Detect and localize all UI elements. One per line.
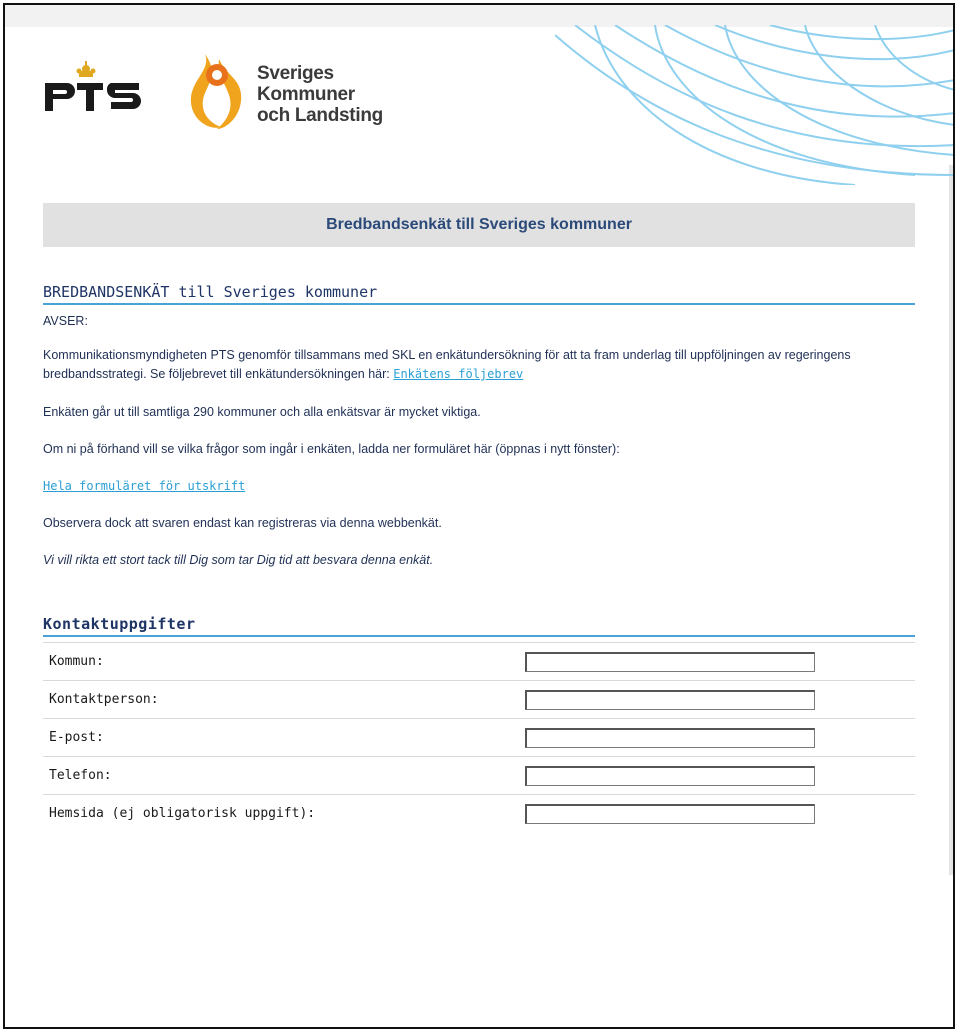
skl-line-3: och Landsting (257, 105, 383, 126)
form-row-contact-person (43, 680, 915, 718)
contact-person-input[interactable] (525, 690, 815, 710)
phone-input[interactable] (525, 766, 815, 786)
kommun-label: Kommun: (49, 654, 104, 669)
email-label: E-post: (49, 730, 104, 745)
phone-label: Telefon: (49, 768, 112, 783)
kommun-input[interactable] (525, 652, 815, 672)
pts-logo (43, 61, 143, 116)
contact-form (43, 642, 915, 832)
intro-section-title: BREDBANDSENKÄT till Sveriges kommuner (43, 283, 915, 305)
intro-paragraph-2: Enkäten går ut till samtliga 290 kommuner och alla enkätsvar är mycket viktiga. (43, 405, 481, 419)
page-title: Bredbandsenkät till Sveriges kommuner (43, 203, 915, 247)
skl-logo (183, 49, 253, 134)
form-row-phone (43, 756, 915, 794)
thanks-text: Vi vill rikta ett stort tack till Dig som tar Dig tid att besvara denna enkät. (43, 553, 434, 567)
skl-wordmark (257, 63, 383, 126)
form-row-website (43, 794, 915, 832)
cover-letter-link[interactable]: Enkätens följebrev (393, 367, 524, 381)
contact-person-label: Kontaktperson: (49, 692, 159, 707)
intro-paragraph-1-text: Kommunikationsmyndigheten PTS genomför tillsammans med SKL en enkätundersökning för att ta fram underlag till uppföljningen av regeringens bredbandsstrategi. Se följebrevet till enkätundersökningen här: (43, 348, 851, 381)
intro-paragraph-3: Om ni på förhand vill se vilka frågor som ingår i enkäten, ladda ner formuläret här (öppnas i nytt fönster): (43, 442, 620, 456)
form-row-kommun (43, 642, 915, 680)
top-strip (5, 5, 953, 27)
globe-decoration (555, 25, 955, 185)
email-input[interactable] (525, 728, 815, 748)
skl-line-1: Sveriges (257, 63, 334, 84)
intro-paragraph-1 (43, 346, 915, 384)
scroll-edge (949, 165, 953, 875)
skl-line-2: Kommuner (257, 84, 355, 105)
form-row-email (43, 718, 915, 756)
intro-paragraph-4: Observera dock att svaren endast kan registreras via denna webbenkät. (43, 516, 442, 530)
print-form-link[interactable]: Hela formuläret för utskrift (43, 479, 246, 493)
avser-label: AVSER: (43, 314, 88, 328)
page-frame (3, 3, 955, 1029)
website-label: Hemsida (ej obligatorisk uppgift): (49, 806, 316, 821)
website-input[interactable] (525, 804, 815, 824)
contact-section-title: Kontaktuppgifter (43, 615, 915, 637)
print-form-link-row (43, 477, 915, 496)
